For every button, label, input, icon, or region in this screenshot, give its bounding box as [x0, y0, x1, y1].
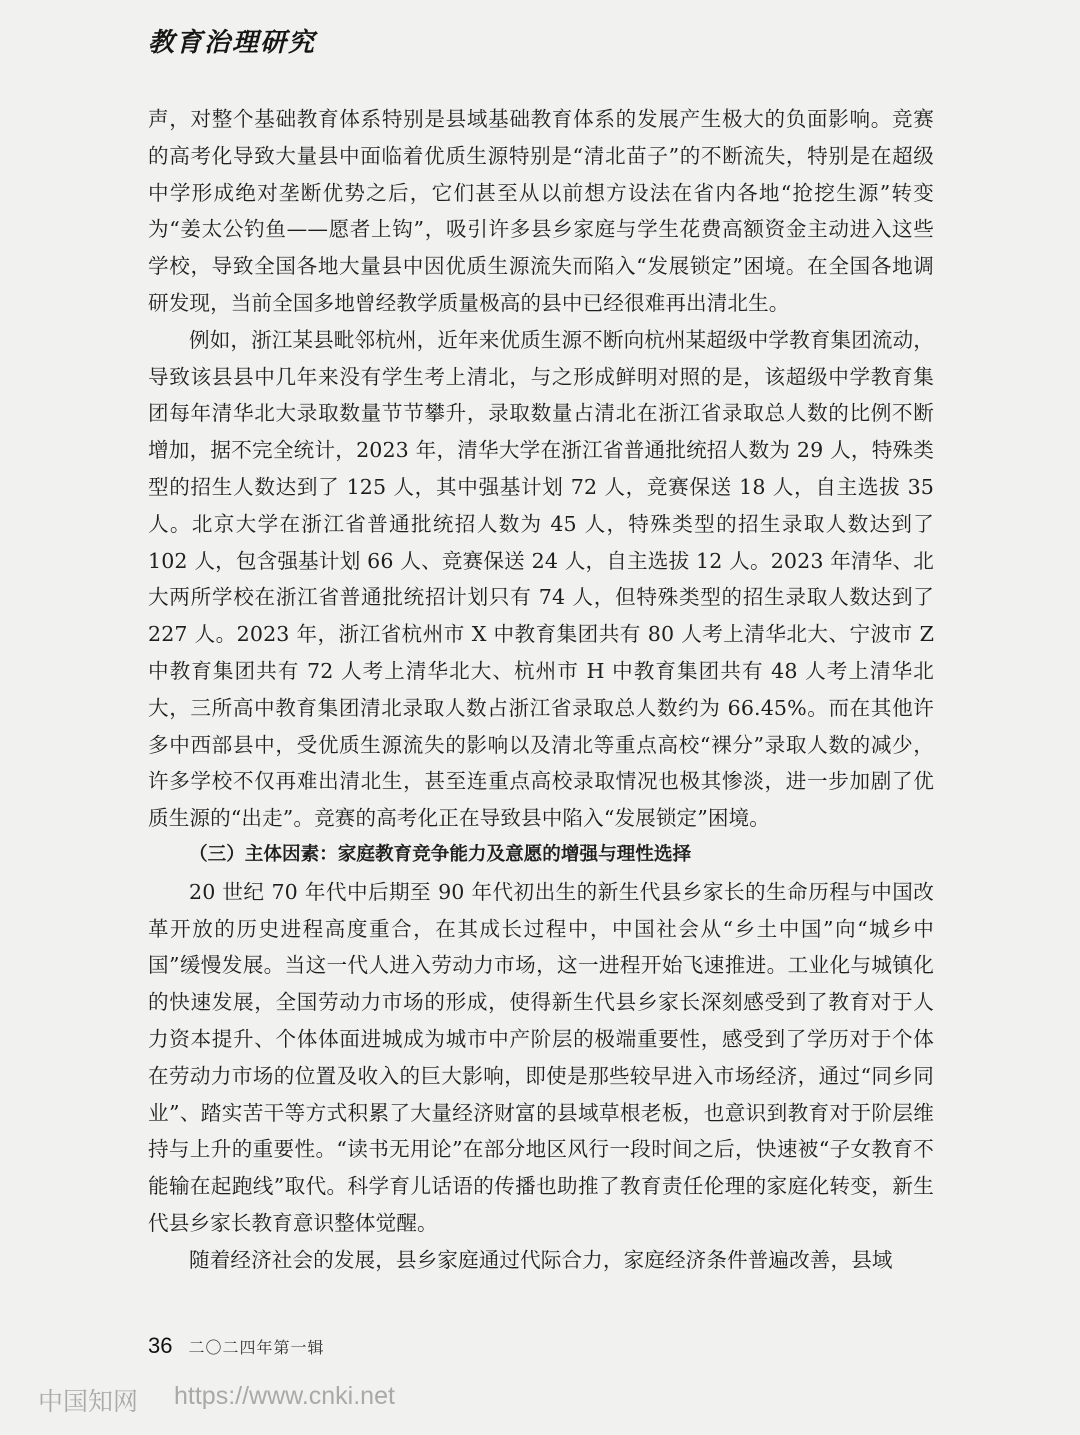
issue-label: 二〇二四年第一辑 [188, 1338, 325, 1357]
page-number: 36 [148, 1333, 173, 1358]
body-paragraph: 随着经济社会的发展，县乡家庭通过代际合力，家庭经济条件普遍改善，县域 [189, 1247, 893, 1272]
body-paragraph: 例如，浙江某县毗邻杭州，近年来优质生源不断向杭州某超级中学教育集团流动，导致该县县中几年来没有学生考上清北，与之形成鲜明对照的是，该超级中学教育集团每年清华北大录取数量节节攀升，录取数量占清北在浙江省录取总人数的比例不断增加，据不完全统计，2023 年，清华大学在浙江省普通批统招人数为 29 人，特殊类型的招生人数达到了 125 人，其中强基计划 72 人，竞赛保送 18 人，自主选拔 35 人。北京大学在浙江省普通批统招人数为 45 人，特殊类型的招生录取人数达到了 102 人，包含强基计划 66 人、竞赛保送 24 人，自主选拔 12 人。2023 年清华、北大两所学校在浙江省普通批统招计划只有 74 人，但特殊类型的招生录取人数达到了 227 人。2023 年，浙江省杭州市 X 中教育集团共有 80 人考上清华北大、宁波市 Z 中教育集团共有 72 人考上清华北大、杭州市 H 中教育集团共有 48 人考上清华北大，三所高中教育集团清北录取人数占浙江省录取总人数约为 66.45%。而在其他许多中西部县中，受优质生源流失的影响以及清北等重点高校“裸分”录取人数的减少，许多学校不仅再难出清北生，甚至连重点高校录取情况也极其惨淡，进一步加剧了优质生源的“出走”。竞赛的高考化正在导致县中陷入“发展锁定”困境。 [148, 327, 934, 831]
body-paragraph: 声，对整个基础教育体系特别是县域基础教育体系的发展产生极大的负面影响。竞赛的高考化导致大量县中面临着优质生源特别是“清北苗子”的不断流失，特别是在超级中学形成绝对垄断优势之后，它们甚至从以前想方设法在省内各地“抢挖生源”转变为“姜太公钓鱼——愿者上钩”，吸引许多县乡家庭与学生花费高额资金主动进入这些学校，导致全国各地大量县中因优质生源流失而陷入“发展锁定”困境。在全国各地调研发现，当前全国多地曾经教学质量极高的县中已经很难再出清北生。 [148, 107, 934, 315]
journal-title: 教育治理研究 [148, 28, 317, 58]
section-heading: （三）主体因素：家庭教育竞争能力及意愿的增强与理性选择 [189, 843, 692, 865]
cnki-watermark [38, 1382, 395, 1418]
watermark-url: https://www.cnki.net [174, 1382, 395, 1410]
page-footer [148, 1333, 325, 1359]
watermark-brand: 中国知网 [38, 1388, 139, 1416]
article-body [148, 101, 934, 1279]
body-paragraph: 20 世纪 70 年代中后期至 90 年代初出生的新生代县乡家长的生命历程与中国改革开放的历史进程高度重合，在其成长过程中，中国社会从“乡土中国”向“城乡中国”缓慢发展。当这一代人进入劳动力市场，这一进程开始飞速推进。工业化与城镇化的快速发展，全国劳动力市场的形成，使得新生代县乡家长深刻感受到了教育对于人力资本提升、个体体面进城成为城市中产阶层的极端重要性，感受到了学历对于个体在劳动力市场的位置及收入的巨大影响，即使是那些较早进入市场经济，通过“同乡同业”、踏实苦干等方式积累了大量经济财富的县域草根老板，也意识到教育对于阶层维持与上升的重要性。“读书无用论”在部分地区风行一段时间之后，快速被“子女教育不能输在起跑线”取代。科学育儿话语的传播也助推了教育责任伦理的家庭化转变，新生代县乡家长教育意识整体觉醒。 [148, 879, 934, 1235]
